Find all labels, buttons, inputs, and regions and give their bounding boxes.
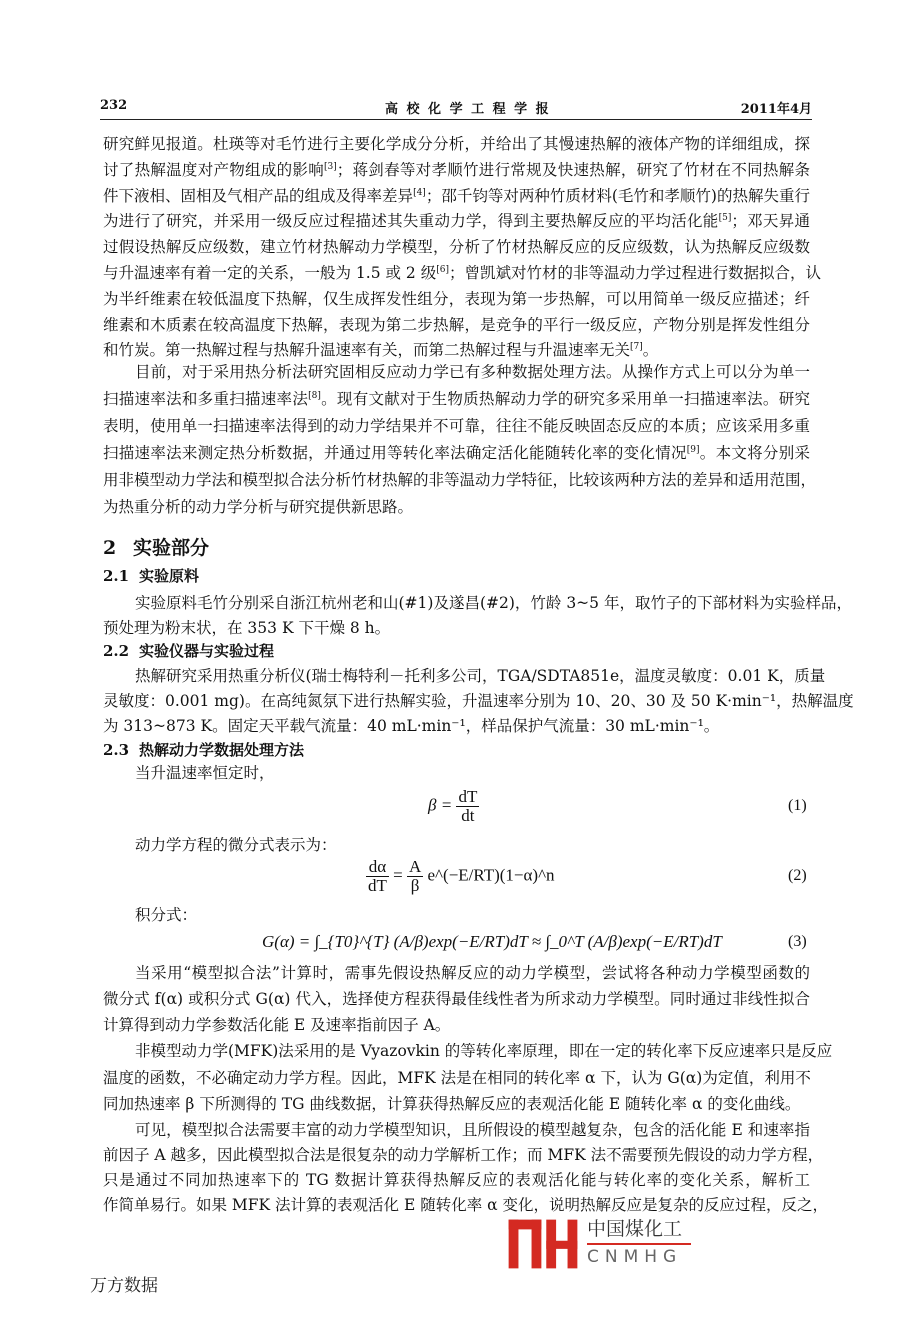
text-line: 扫描速率法来测定热分析数据，并通过用等转化率法确定活化能随转化率的变化情况[9]。本文将分别采 <box>103 444 810 462</box>
page-number: 232 <box>100 98 128 113</box>
text-line: 研究鲜见报道。杜瑛等对毛竹进行主要化学成分分析，并给出了其慢速热解的液体产物的详细组成，探 <box>103 135 810 153</box>
watermark-en: CNMHG <box>587 1247 683 1267</box>
text-line: 作简单易行。如果 MFK 法计算的表观活化 E 随转化率 α 变化，说明热解反应是复杂的反应过程，反之， <box>103 1196 829 1214</box>
text-line: 温度的函数，不必确定动力学方程。因此，MFK 法是在相同的转化率 α 下，认为 G(α)为定值，利用不 <box>103 1068 811 1087</box>
eq2-rest: e^(−E/RT)(1−α)^n <box>427 865 555 885</box>
text-line: 过假设热解反应级数，建立竹材热解动力学模型，分析了竹材热解反应的反应级数，认为热解反应级数 <box>103 238 810 257</box>
subsection-title: 热解动力学数据处理方法 <box>139 741 305 759</box>
text-line: 实验原料毛竹分别采自浙江杭州老和山(#1)及遂昌(#2)，竹龄 3~5 年，取竹子的下部材料为实验样品， <box>135 594 852 612</box>
denominator: dT <box>368 876 387 895</box>
section-title: 实验部分 <box>133 537 210 559</box>
text-line: 灵敏度：0.001 mg)。在高纯氮氛下进行热解实验，升温速率分别为 10、20、30 及 50 K·min⁻¹，热解温度 <box>103 692 854 710</box>
subsection-number: 2.1 <box>103 567 130 585</box>
equals: = <box>393 865 403 885</box>
text-line: 预处理为粉末状，在 353 K 下干燥 8 h。 <box>103 619 391 637</box>
text-line: 微分式 f(α) 或积分式 G(α) 代入，选择使方程获得最佳线性者为所求动力学模型。同时通过非线性拟合 <box>103 990 810 1008</box>
text-line: 当升温速率恒定时， <box>135 764 275 782</box>
denominator: dt <box>461 806 475 825</box>
text-line: 与升温速率有着一定的关系，一般为 1.5 或 2 级[6]；曾凯斌对竹材的非等温动力学过程进行数据拟合，认 <box>103 264 821 282</box>
citation: [3] <box>323 161 337 172</box>
text-line: 用非模型动力学法和模型拟合法分析竹材热解的非等温动力学特征，比较该两种方法的差异和适用范围， <box>103 471 817 489</box>
citation: [5] <box>718 213 732 224</box>
citation: [8] <box>308 390 321 401</box>
section-number: 2 <box>103 537 117 559</box>
text-line: 件下液相、固相及气相产品的组成及得率差异[4]；邵千钧等对两种竹质材料(毛竹和孝顺竹)的热解失重行 <box>103 186 810 205</box>
text-line: 可见，模型拟合法需要丰富的动力学模型知识，且所假设的模型越复杂，包含的活化能 E 和速率指 <box>135 1121 810 1139</box>
fraction <box>366 858 389 895</box>
equation-1 <box>428 788 479 825</box>
text-line: 为热重分析的动力学分析与研究提供新思路。 <box>103 498 414 516</box>
text-line: 维素和木质素在较高温度下热解，表现为第二步热解，是竞争的平行一级反应，产物分别是挥发性组分 <box>103 315 810 334</box>
text-line: 前因子 A 越多，因此模型拟合法是很复杂的动力学解析工作；而 MFK 法不需要预先假设的动力学方程， <box>103 1146 824 1164</box>
text-line: 计算得到动力学参数活化能 E 及速率指前因子 A。 <box>103 1016 451 1034</box>
text-line: 积分式： <box>135 906 198 924</box>
subsection-heading-2-2 <box>103 641 274 661</box>
journal-title: 高 校 化 学 工 程 学 报 <box>385 102 551 117</box>
text-line: 只是通过不同加热速率下的 TG 数据计算获得热解反应的表观活化能与转化率的变化关系，解析工 <box>103 1171 810 1189</box>
equation-number: (3) <box>788 933 807 950</box>
fraction <box>456 788 479 825</box>
section-heading-2 <box>103 537 209 559</box>
numerator: dα <box>366 858 389 877</box>
numerator: A <box>408 857 422 876</box>
eq1-lhs: β = <box>428 795 453 815</box>
text-line: 动力学方程的微分式表示为： <box>135 836 337 854</box>
subsection-number: 2.2 <box>103 642 130 660</box>
subsection-title: 实验仪器与实验过程 <box>139 642 275 660</box>
text-line: 当采用“模型拟合法”计算时，需事先假设热解反应的动力学模型，尝试将各种动力学模型函数的 <box>135 964 810 982</box>
watermark-rule <box>587 1243 691 1245</box>
text-line: 为 313~873 K。固定天平载气流量：40 mL·min⁻¹，样品保护气流量：30 mL·min⁻¹。 <box>103 717 720 735</box>
header-rule <box>100 119 812 120</box>
text-line: 同加热速率 β 下所测得的 TG 曲线数据，计算获得热解反应的表观活化能 E 随转化率 α 的变化曲线。 <box>103 1095 801 1113</box>
watermark-logo <box>507 1218 722 1270</box>
text-line: 讨了热解温度对产物组成的影响[3]；蒋剑春等对孝顺竹进行常规及快速热解，研究了竹材在不同热解条 <box>103 160 810 179</box>
citation: [7] <box>630 342 643 353</box>
text-line: 热解研究采用热重分析仪(瑞士梅特利－托利多公司，TGA/SDTA851e，温度灵敏度：0.01 K，质量 <box>135 667 826 685</box>
equation-2 <box>366 858 555 895</box>
numerator: dT <box>458 787 478 806</box>
mh-logo-icon <box>507 1218 579 1270</box>
text-line: 目前，对于采用热分析法研究固相反应动力学已有多种数据处理方法。从操作方式上可以分为单一 <box>135 363 810 381</box>
denominator: β <box>410 876 420 895</box>
equation-number: (1) <box>788 797 807 814</box>
subsection-title: 实验原料 <box>139 567 200 585</box>
issue-date: 2011年4月 <box>740 102 812 117</box>
text-line: 和竹炭。第一热解过程与热解升温速率有关，而第二热解过程与升温速率无关[7]。 <box>103 341 659 360</box>
equation-3: G(α) = ∫_{T0}^{T} (A/β)exp(−E/RT)dT ≈ ∫_0^T (A/β)exp(−E/RT)dT <box>262 932 722 951</box>
text-line: 非模型动力学(MFK)法采用的是 Vyazovkin 的等转化率原理，即在一定的转化率下反应速率只是反应 <box>135 1042 833 1060</box>
text-line: 表明，使用单一扫描速率法得到的动力学结果并不可靠，往往不能反映固态反应的本质；应该采用多重 <box>103 417 810 435</box>
citation: [6] <box>436 264 449 275</box>
subsection-heading-2-1 <box>103 566 199 586</box>
text-line: 为进行了研究，并采用一级反应过程描述其失重动力学，得到主要热解反应的平均活化能[5]；邓天昇通 <box>103 212 810 231</box>
equation-number: (2) <box>788 867 807 884</box>
text-line: 为半纤维素在较低温度下热解，仅生成挥发性组分，表现为第一步热解，可以用简单一级反应描述；纤 <box>103 289 810 308</box>
subsection-heading-2-3 <box>103 740 304 760</box>
watermark-cn: 中国煤化工 <box>587 1218 683 1240</box>
text-line: 扫描速率法和多重扫描速率法[8]。现有文献对于生物质热解动力学的研究多采用单一扫描速率法。研究 <box>103 390 810 408</box>
fraction <box>407 858 423 895</box>
footer-source: 万方数据 <box>90 1276 158 1296</box>
citation: [9] <box>686 444 700 455</box>
citation: [4] <box>413 187 426 198</box>
subsection-number: 2.3 <box>103 741 130 759</box>
